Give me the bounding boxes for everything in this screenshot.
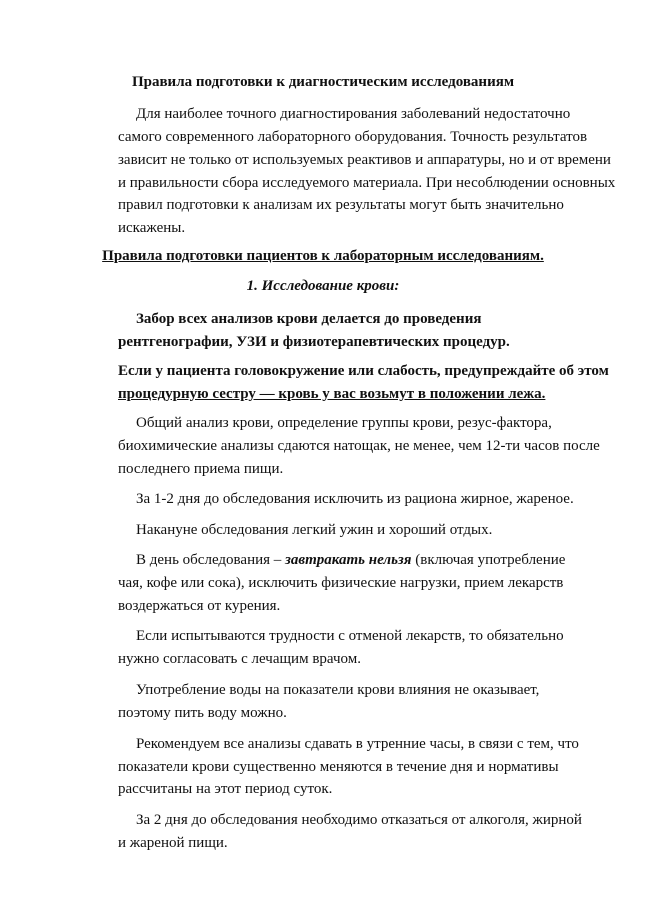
- p8-line: За 2 дня до обследования необходимо отказаться от алкоголя, жирной: [136, 812, 582, 828]
- p7-line: показатели крови существенно меняются в течение дня и нормативы: [118, 759, 559, 775]
- warning-line: Если у пациента головокружение или слабость, предупреждайте об этом: [118, 363, 609, 379]
- intro-line: искажены.: [118, 220, 186, 236]
- p4-line: [136, 551, 565, 569]
- subsection-heading: 1. Исследование крови:: [246, 278, 400, 294]
- intro-line: самого современного лабораторного оборудования. Точность результатов: [118, 129, 588, 145]
- warning-underlined-text: процедурную сестру — кровь у вас возьмут в положении лежа.: [118, 386, 546, 402]
- intro-line: правил подготовки к анализам их результаты могут быть значительно: [118, 197, 564, 213]
- intro-line: и правильности сбора исследуемого материала. При несоблюдении основных: [118, 175, 616, 191]
- p4-rest: (включая употребление: [411, 552, 566, 568]
- p7-line: рассчитаны на этот период суток.: [118, 781, 333, 797]
- intro-line: зависит не только от используемых реактивов и аппаратуры, но и от времени: [118, 152, 611, 168]
- p1-line: Общий анализ крови, определение группы крови, резус-фактора,: [136, 415, 552, 431]
- p8-line: и жареной пищи.: [118, 835, 228, 851]
- bold-note-line: Забор всех анализов крови делается до проведения: [136, 311, 482, 327]
- document-title: Правила подготовки к диагностическим исследованиям: [131, 74, 515, 90]
- bold-note-line: рентгенографии, УЗИ и физиотерапевтических процедур.: [118, 334, 510, 350]
- p4-lead: В день обследования –: [136, 552, 286, 568]
- section-heading: Правила подготовки пациентов к лабораторным исследованиям.: [102, 248, 544, 264]
- p5-line: Если испытываются трудности с отменой лекарств, то обязательно: [136, 628, 564, 644]
- p3-line: Накануне обследования легкий ужин и хороший отдых.: [136, 522, 493, 538]
- p1-line: последнего приема пищи.: [118, 461, 284, 477]
- p4-line: чая, кофе или сока), исключить физические нагрузки, прием лекарств: [118, 575, 564, 591]
- p7-line: Рекомендуем все анализы сдавать в утренние часы, в связи с тем, что: [136, 736, 579, 752]
- p4-emphasis: завтракать нельзя: [285, 552, 412, 568]
- warning-line-underlined: [118, 385, 545, 403]
- p6-line: поэтому пить воду можно.: [118, 705, 287, 721]
- p5-line: нужно согласовать с лечащим врачом.: [118, 651, 361, 667]
- p6-line: Употребление воды на показатели крови влияния не оказывает,: [136, 682, 540, 698]
- p1-line: биохимические анализы сдаются натощак, не менее, чем 12-ти часов после: [118, 438, 600, 454]
- intro-line: Для наиболее точного диагностирования заболеваний недостаточно: [136, 106, 571, 122]
- p4-line: воздержаться от курения.: [118, 598, 281, 614]
- p2-line: За 1-2 дня до обследования исключить из рациона жирное, жареное.: [136, 491, 574, 507]
